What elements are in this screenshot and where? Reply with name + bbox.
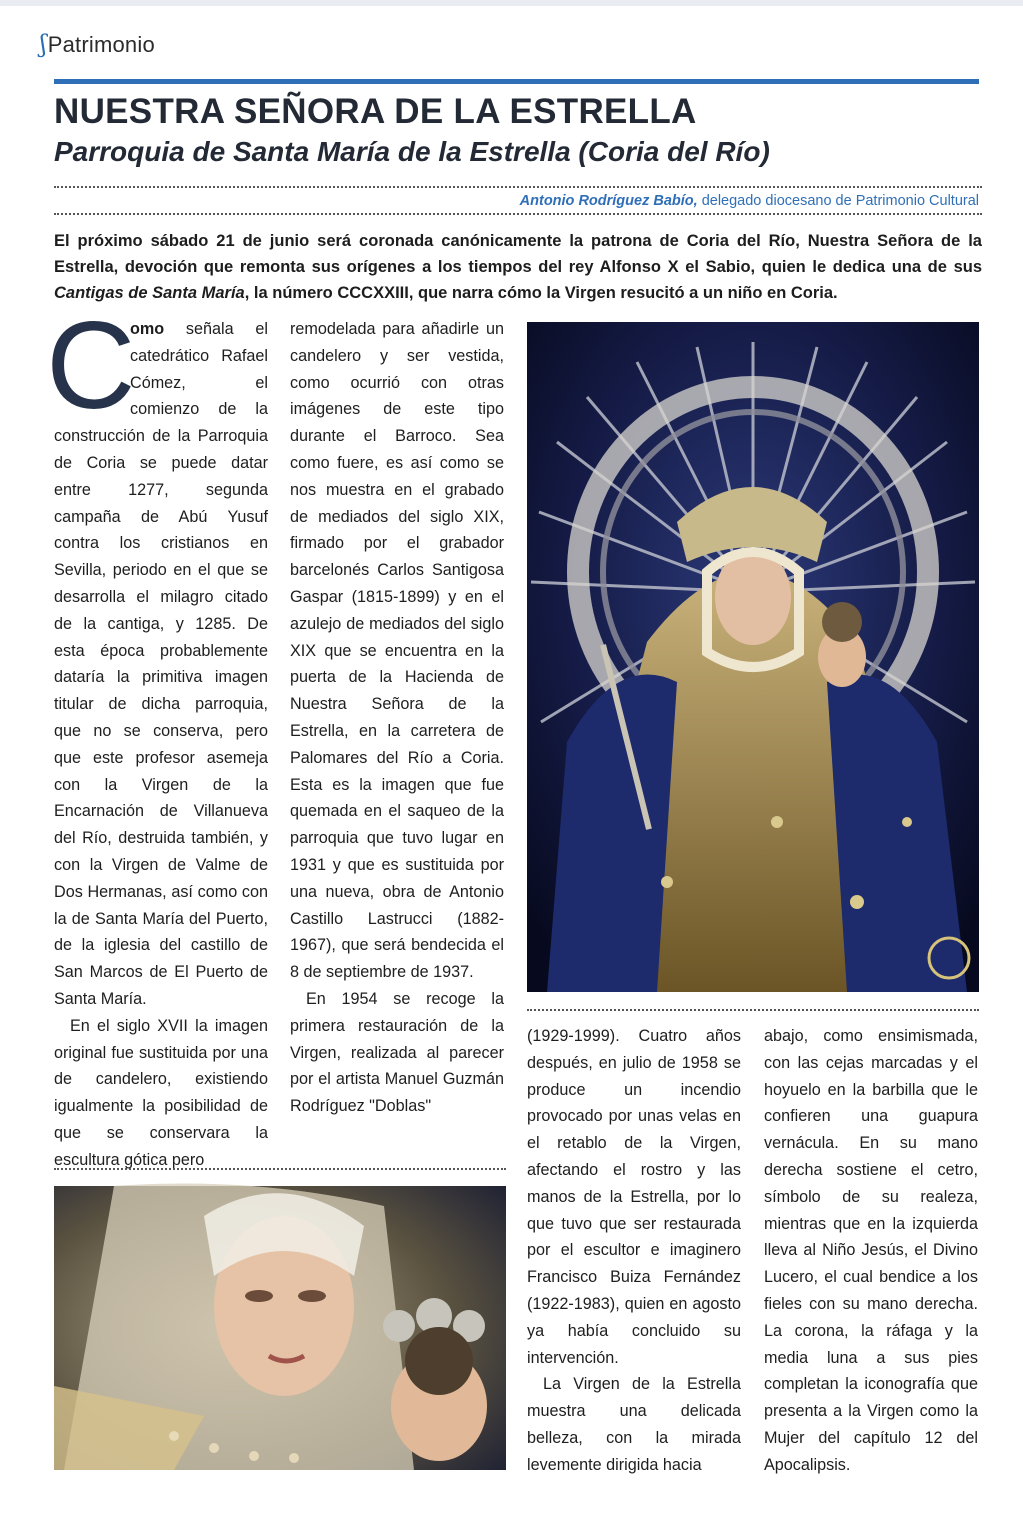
col3-paragraph-1: (1929-1999). Cuatro años después, en julio de 1958 se produce un incendio provocado por unas velas en el retablo de la Virgen, afectando el rostro y las manos de la Estrella, por lo que tuvo que ser restaurada por el escultor e imaginero Francisco Buiza Fernández (1922-1983), quien en agosto ya había concluido su intervención. [527, 1027, 741, 1367]
col1-bold-start: omo [130, 320, 165, 338]
section-swirl-icon: ʃ [40, 30, 47, 58]
face-detail-image [54, 1186, 506, 1470]
divider-byline [54, 213, 982, 215]
column-3 [527, 1023, 741, 1479]
section-label [40, 30, 155, 58]
virgin-image [527, 322, 979, 992]
title-rule [54, 79, 979, 84]
col3-paragraph-2: La Virgen de la Estrella muestra una delicada belleza, con la mirada levemente dirigida hacia [527, 1375, 741, 1474]
divider-col12 [54, 1168, 506, 1170]
detail-photo [54, 1186, 506, 1470]
divider-photo [527, 1009, 979, 1011]
author-role: delegado diocesano de Patrimonio Cultural [701, 193, 979, 209]
article-title: NUESTRA SEÑORA DE LA ESTRELLA [54, 92, 697, 131]
col1-text-1: señala el catedrático Rafael Cómez, el comienzo de la construcción de la Parroquia de Coria se puede datar entre 1277, segunda campaña de Abú Yusuf contra los cristianos en Sevilla, periodo en el que se desarrolla el milagro citado de la cantiga, y 1285. De esta época probablemente dataría la primitiva imagen titular de dicha parroquia, que no se conserva, pero que este profesor asemeja con la Virgen de la Encarnación de Villanueva del Río, destruida también, y con la Virgen de Valme de Dos Hermanas, así como con la de Santa María del Puerto, de la iglesia del castillo de San Marcos de El Puerto de Santa María. [54, 320, 268, 1008]
author-name: Antonio Rodríguez Babío, [519, 193, 698, 209]
dropcap [46, 297, 136, 435]
col4-paragraph-1: abajo, como ensimismada, con las cejas marcadas y el hoyuelo en la barbilla que le confieren una guapura vernácula. En su mano derecha sostiene el cetro, símbolo de su realeza, mientras que en la izquierda lleva al Niño Jesús, el Divino Lucero, el cual bendice a los fieles con su mano derecha. La corona, la ráfaga y la media luna a sus pies completan la iconografía que presenta a la Virgen como la Mujer del capítulo 12 del Apocalipsis. [764, 1027, 978, 1474]
byline [520, 193, 979, 209]
top-bar [0, 0, 1023, 6]
divider-top [54, 186, 982, 188]
column-1 [46, 297, 268, 1174]
dropcap-letter: C [46, 297, 136, 435]
lead-italic-title: Cantigas de Santa María [54, 284, 245, 302]
article-subtitle: Parroquia de Santa María de la Estrella (Coria del Río) [54, 136, 770, 167]
col2-paragraph-1: remodelada para añadirle un candelero y ser vestida, como ocurrió con otras imágenes de este tipo durante el Barroco. Sea como fuere, es así como se nos muestra en el grabado de mediados del siglo XIX, firmado por el grabador barcelonés Carlos Santigosa Gaspar (1815-1899) y en el azulejo de mediados del siglo XIX que se encuentra en la puerta de la Hacienda de Nuestra Señora de la Estrella, en la carretera de Palomares del Río a Coria. Esta es la imagen que fue quemada en el saqueo de la parroquia que tuvo lugar en 1931 y que es sustituida por una nueva, obra de Antonio Castillo Lastrucci (1882-1967), que será bendecida el 8 de septiembre de 1937. [290, 320, 504, 982]
lead-text-2: , la número CCCXXIII, que narra cómo la Virgen resucitó a un niño en Coria. [244, 284, 838, 302]
col1-paragraph-1 [46, 297, 268, 1013]
col2-paragraph-2: En 1954 se recoge la primera restauración de la Virgen, realizada al parecer por el artista Manuel Guzmán Rodríguez "Doblas" [290, 989, 504, 1116]
main-photo [527, 322, 979, 992]
dropcap-glyph [46, 297, 136, 435]
lead-text-1: El próximo sábado 21 de junio será coronada canónicamente la patrona de Coria del Río, Nuestra Señora de la Estrella, devoción que remonta sus orígenes a los tiempos del rey Alfonso X el Sabio, quien le dedica una de sus [54, 232, 982, 276]
section-name: Patrimonio [47, 32, 155, 57]
col1-paragraph-2: En el siglo XVII la imagen original fue sustituida por una de candelero, existiendo igualmente la posibilidad de que se conservara la escultura gótica pero [54, 1016, 268, 1169]
lead-paragraph [54, 228, 982, 306]
column-2 [290, 316, 504, 1120]
column-4 [764, 1023, 978, 1479]
